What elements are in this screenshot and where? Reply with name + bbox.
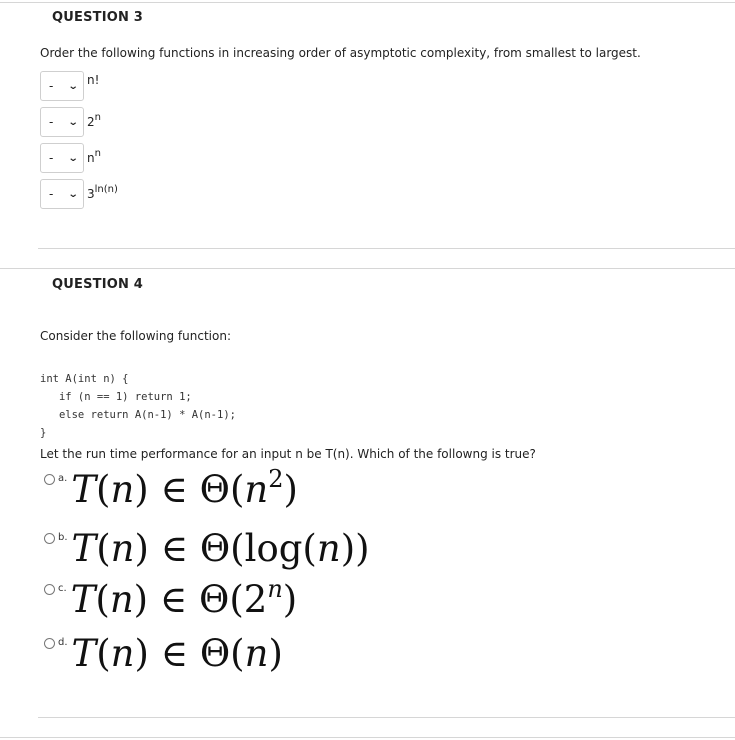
- select-value: -: [49, 79, 54, 93]
- option-label: d.: [58, 637, 68, 648]
- order-select-2[interactable]: [40, 107, 84, 137]
- question-4-prompt: Consider the following function:: [40, 329, 231, 343]
- option-label: a.: [58, 473, 68, 484]
- bottom-separator: [0, 737, 735, 738]
- answer-option-b: [44, 529, 370, 569]
- chevron-down-icon: ⌄: [67, 152, 79, 164]
- radio-option-c[interactable]: [44, 584, 55, 595]
- answer-option-d: [44, 634, 283, 674]
- question-4-title: QUESTION 4: [52, 277, 144, 292]
- code-block: int A(int n) { if (n == 1) return 1; else return A(n-1) * A(n-1); }: [40, 373, 236, 439]
- answer-option-c: [44, 575, 298, 621]
- question-3-title: QUESTION 3: [52, 10, 144, 25]
- order-select-3[interactable]: [40, 143, 84, 173]
- chevron-down-icon: ⌄: [67, 116, 79, 128]
- answer-option-a: [44, 465, 298, 511]
- radio-option-a[interactable]: [44, 474, 55, 485]
- top-divider: [0, 2, 735, 3]
- ordering-row: [40, 107, 101, 139]
- radio-option-d[interactable]: [44, 638, 55, 649]
- select-value: -: [49, 187, 54, 201]
- ordering-row: [40, 71, 99, 103]
- chevron-down-icon: ⌄: [67, 188, 79, 200]
- order-select-4[interactable]: [40, 179, 84, 209]
- question-3-divider: [38, 248, 735, 249]
- option-a-expression: T(n) ∈ $\Theta(n^2)$: [71, 465, 298, 511]
- radio-option-b[interactable]: [44, 533, 55, 544]
- option-b-expression: T(n) ∈ Θ(log(n)): [71, 527, 370, 570]
- option-d-expression: T(n) ∈ Θ(n): [71, 632, 283, 675]
- order-select-1[interactable]: [40, 71, 84, 101]
- select-value: -: [49, 115, 54, 129]
- select-value: -: [49, 151, 54, 165]
- function-three-power-ln-n: $3^{ln(n)}$: [87, 184, 118, 201]
- function-n-power-n: $n^n$: [87, 148, 101, 165]
- function-two-power-n: 2$^n$: [87, 112, 101, 129]
- ordering-row: [40, 179, 118, 211]
- option-c-expression: T(n) ∈ Θ(2$^n$): [70, 575, 298, 621]
- chevron-down-icon: ⌄: [67, 80, 79, 92]
- ordering-row: [40, 143, 101, 175]
- question-3-prompt: Order the following functions in increasing order of asymptotic complexity, from smallest to largest.: [40, 46, 641, 60]
- option-label: b.: [58, 532, 68, 543]
- option-label: c.: [58, 583, 67, 594]
- question-separator: [0, 268, 735, 269]
- function-factorial: n!: [87, 73, 100, 87]
- question-4-divider: [38, 717, 735, 718]
- question-4-text: Let the run time performance for an input n be T(n). Which of the followng is true?: [40, 447, 536, 461]
